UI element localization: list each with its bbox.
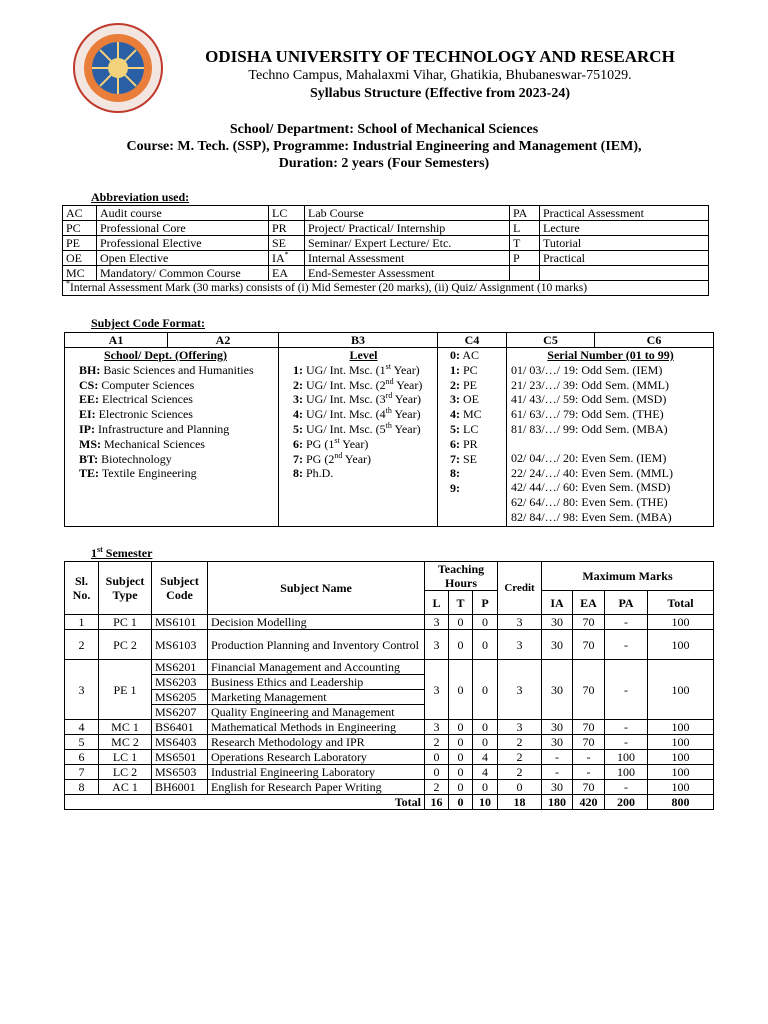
cell-ia: 30: [542, 780, 573, 795]
abbr-code: PR: [269, 221, 305, 236]
cell-ea: -: [573, 750, 605, 765]
subject-code-table: [64, 332, 714, 527]
cell-ia: 30: [542, 735, 573, 750]
col-total: Total: [648, 591, 714, 615]
level-code-item: 1: UG/ Int. Msc. (1st Year): [293, 361, 420, 377]
school-code-item: CS: Computer Sciences: [79, 377, 195, 392]
cell-t: 0: [449, 735, 473, 750]
cell-ea: -: [573, 765, 605, 780]
abbreviation-table: [62, 205, 709, 296]
abbr-code: PA: [510, 206, 540, 221]
cell-l: 3: [425, 720, 449, 735]
cell-p: 0: [473, 660, 498, 720]
level-code-item: 8: Ph.D.: [293, 466, 334, 481]
type-code-item: 4: MC: [450, 407, 482, 422]
cell-credit: 3: [498, 720, 542, 735]
serial-item: 81/ 83/…/ 99: Odd Sem. (MBA): [511, 421, 668, 436]
level-code-item: 6: PG (1st Year): [293, 435, 369, 451]
cell-type: PC 1: [99, 615, 152, 630]
type-cell: [438, 348, 507, 527]
abbr-code: LC: [269, 206, 305, 221]
cell-pa: 100: [605, 765, 648, 780]
table-row: [65, 735, 714, 750]
abbr-meaning: Seminar/ Expert Lecture/ Etc.: [305, 236, 510, 251]
serial-item: 42/ 44/…/ 60: Even Sem. (MSD): [511, 480, 671, 495]
cell-code: MS6403: [152, 735, 208, 750]
serial-header: Serial Number (01 to 99): [547, 348, 674, 362]
abbreviation-row: [63, 221, 709, 236]
cell-t: 0: [449, 630, 473, 660]
abbreviation-row: [63, 206, 709, 221]
type-code-item: 6: PR: [450, 436, 478, 451]
level-code-item: 2: UG/ Int. Msc. (2nd Year): [293, 376, 423, 392]
code-col-c5: C5: [507, 333, 595, 348]
school-cell: [65, 348, 279, 527]
cell-code: MS6501: [152, 750, 208, 765]
abbr-code: AC: [63, 206, 97, 221]
cell-type: PE 1: [99, 660, 152, 720]
cell-total: 100: [648, 765, 714, 780]
abbr-meaning: Open Elective: [97, 251, 269, 266]
total-p: 10: [473, 795, 498, 810]
cell-pa: -: [605, 735, 648, 750]
code-col-c4: C4: [438, 333, 507, 348]
abbreviation-row: [63, 266, 709, 281]
cell-code: BS6401: [152, 720, 208, 735]
col-ea: EA: [573, 591, 605, 615]
type-code-item: 7: SE: [450, 451, 478, 466]
type-code-item: 1: PC: [450, 362, 478, 377]
cell-p: 0: [473, 615, 498, 630]
abbr-code: L: [510, 221, 540, 236]
cell-name: Financial Management and Accounting: [208, 660, 425, 675]
cell-code: BH6001: [152, 780, 208, 795]
cell-type: AC 1: [99, 780, 152, 795]
abbr-meaning: [540, 266, 709, 281]
cell-ia: 30: [542, 615, 573, 630]
cell-ia: -: [542, 750, 573, 765]
cell-pa: -: [605, 780, 648, 795]
cell-name: Quality Engineering and Management: [208, 705, 425, 720]
cell-total: 100: [648, 615, 714, 630]
cell-sl: 1: [65, 615, 99, 630]
code-col-c6: C6: [595, 333, 714, 348]
table-row: [65, 750, 714, 765]
level-code-item: 3: UG/ Int. Msc. (3rd Year): [293, 391, 422, 407]
cell-p: 4: [473, 750, 498, 765]
table-row: [65, 630, 714, 660]
cell-sl: 8: [65, 780, 99, 795]
col-t: T: [449, 591, 473, 615]
total-ia: 180: [542, 795, 573, 810]
total-label: Total: [65, 795, 425, 810]
col-l: L: [425, 591, 449, 615]
cell-t: 0: [449, 750, 473, 765]
abbr-code: IA*: [269, 251, 305, 266]
abbr-meaning: Lecture: [540, 221, 709, 236]
cell-ea: 70: [573, 720, 605, 735]
level-code-item: 4: UG/ Int. Msc. (4th Year): [293, 406, 421, 422]
level-header: Level: [349, 348, 378, 362]
col-sl: Sl. No.: [65, 562, 99, 615]
cell-total: 100: [648, 780, 714, 795]
university-logo: [72, 22, 164, 114]
table-row: [65, 615, 714, 630]
table-row: [65, 765, 714, 780]
school-title: School/ Department: School of Mechanical Sciences: [229, 122, 539, 137]
abbr-meaning: End-Semester Assessment: [305, 266, 510, 281]
cell-code: MS6205: [152, 690, 208, 705]
semester-table: [64, 561, 714, 810]
cell-type: LC 2: [99, 765, 152, 780]
cell-l: 3: [425, 630, 449, 660]
cell-credit: 3: [498, 615, 542, 630]
cell-p: 4: [473, 765, 498, 780]
cell-l: 2: [425, 735, 449, 750]
abbr-code: EA: [269, 266, 305, 281]
table-row: [65, 780, 714, 795]
total-pa: 200: [605, 795, 648, 810]
cell-sl: 6: [65, 750, 99, 765]
serial-item: 41/ 43/…/ 59: Odd Sem. (MSD): [511, 392, 667, 407]
cell-l: 0: [425, 765, 449, 780]
cell-total: 100: [648, 720, 714, 735]
cell-pa: 100: [605, 750, 648, 765]
level-code-item: 5: UG/ Int. Msc. (5th Year): [293, 420, 421, 436]
type-code-item: 8:: [450, 466, 460, 481]
cell-sl: 7: [65, 765, 99, 780]
abbr-code: [510, 266, 540, 281]
cell-t: 0: [449, 765, 473, 780]
serial-item: 22/ 24/…/ 40: Even Sem. (MML): [511, 465, 673, 480]
cell-ia: -: [542, 765, 573, 780]
course-title: Course: M. Tech. (SSP), Programme: Industrial Engineering and Management (IEM),: [126, 139, 642, 154]
type-code-item: 9:: [450, 481, 460, 496]
subject-code-title: Subject Code Format:: [91, 316, 205, 330]
cell-name: Production Planning and Inventory Control: [208, 630, 425, 660]
syllabus-title: Syllabus Structure (Effective from 2023-24): [310, 86, 570, 101]
code-col-a2: A2: [168, 333, 279, 348]
abbr-meaning: Professional Elective: [97, 236, 269, 251]
abbr-meaning: Mandatory/ Common Course: [97, 266, 269, 281]
school-code-item: TE: Textile Engineering: [79, 466, 197, 481]
cell-p: 0: [473, 720, 498, 735]
type-code-item: 5: LC: [450, 421, 479, 436]
cell-sl: 3: [65, 660, 99, 720]
cell-credit: 3: [498, 660, 542, 720]
school-code-item: EI: Electronic Sciences: [79, 407, 193, 422]
abbr-code: PE: [63, 236, 97, 251]
cell-ia: 30: [542, 630, 573, 660]
col-pa: PA: [605, 591, 648, 615]
abbr-meaning: Tutorial: [540, 236, 709, 251]
university-name: ODISHA UNIVERSITY OF TECHNOLOGY AND RESEARCH: [205, 47, 675, 66]
serial-item: 62/ 64/…/ 80: Even Sem. (THE): [511, 495, 668, 510]
school-code-item: MS: Mechanical Sciences: [79, 436, 205, 451]
cell-ea: 70: [573, 660, 605, 720]
abbr-code: T: [510, 236, 540, 251]
total-l: 16: [425, 795, 449, 810]
cell-name: Research Methodology and IPR: [208, 735, 425, 750]
cell-sl: 5: [65, 735, 99, 750]
cell-p: 0: [473, 630, 498, 660]
school-code-item: BH: Basic Sciences and Humanities: [79, 362, 254, 377]
cell-ia: 30: [542, 660, 573, 720]
abbr-meaning: Project/ Practical/ Internship: [305, 221, 510, 236]
duration-title: Duration: 2 years (Four Semesters): [278, 156, 490, 171]
abbr-code: MC: [63, 266, 97, 281]
col-p: P: [473, 591, 498, 615]
cell-name: Industrial Engineering Laboratory: [208, 765, 425, 780]
cell-credit: 2: [498, 765, 542, 780]
cell-name: English for Research Paper Writing: [208, 780, 425, 795]
abbr-meaning: Audit course: [97, 206, 269, 221]
abbr-code: OE: [63, 251, 97, 266]
serial-item: 21/ 23/…/ 39: Odd Sem. (MML): [511, 377, 669, 392]
cell-ea: 70: [573, 780, 605, 795]
abbreviation-footnote: *Internal Assessment Mark (30 marks) consists of (i) Mid Semester (20 marks), (ii) Quiz/ Assignment (10 marks): [63, 281, 709, 296]
abbr-meaning: Professional Core: [97, 221, 269, 236]
cell-l: 0: [425, 750, 449, 765]
school-code-item: BT: Biotechnology: [79, 451, 172, 466]
cell-ia: 30: [542, 720, 573, 735]
cell-pa: -: [605, 720, 648, 735]
university-address: Techno Campus, Mahalaxmi Vihar, Ghatikia, Bhubaneswar-751029.: [248, 68, 632, 83]
serial-item: 61/ 63/…/ 79: Odd Sem. (THE): [511, 407, 664, 422]
cell-sl: 4: [65, 720, 99, 735]
col-max: Maximum Marks: [542, 562, 714, 591]
col-credit: Credit: [498, 562, 542, 615]
abbreviation-title: Abbreviation used:: [91, 190, 190, 204]
col-teaching: Teaching Hours: [425, 562, 498, 591]
abbreviation-row: [63, 236, 709, 251]
cell-total: 100: [648, 660, 714, 720]
col-ia: IA: [542, 591, 573, 615]
code-col-a1: A1: [65, 333, 168, 348]
cell-code: MS6101: [152, 615, 208, 630]
cell-type: PC 2: [99, 630, 152, 660]
total-total: 800: [648, 795, 714, 810]
cell-t: 0: [449, 615, 473, 630]
cell-total: 100: [648, 630, 714, 660]
col-code: Subject Code: [152, 562, 208, 615]
cell-p: 0: [473, 780, 498, 795]
cell-p: 0: [473, 735, 498, 750]
cell-total: 100: [648, 735, 714, 750]
level-code-item: 7: PG (2nd Year): [293, 450, 372, 466]
abbr-meaning: Practical: [540, 251, 709, 266]
table-row: [65, 660, 714, 675]
cell-type: MC 2: [99, 735, 152, 750]
cell-name: Mathematical Methods in Engineering: [208, 720, 425, 735]
abbr-code: PC: [63, 221, 97, 236]
total-t: 0: [449, 795, 473, 810]
abbr-code: SE: [269, 236, 305, 251]
serial-item: 82/ 84/…/ 98: Even Sem. (MBA): [511, 509, 672, 524]
level-cell: [279, 348, 438, 527]
abbr-meaning: Lab Course: [305, 206, 510, 221]
table-row: [65, 720, 714, 735]
cell-code: MS6207: [152, 705, 208, 720]
cell-pa: -: [605, 630, 648, 660]
cell-name: Business Ethics and Leadership: [208, 675, 425, 690]
cell-total: 100: [648, 750, 714, 765]
type-code-item: 0: AC: [450, 348, 480, 362]
cell-l: 2: [425, 780, 449, 795]
cell-name: Marketing Management: [208, 690, 425, 705]
abbr-meaning: Practical Assessment: [540, 206, 709, 221]
cell-credit: 2: [498, 735, 542, 750]
cell-code: MS6103: [152, 630, 208, 660]
cell-sl: 2: [65, 630, 99, 660]
serial-item: 01/ 03/…/ 19: Odd Sem. (IEM): [511, 362, 663, 377]
total-row: [65, 795, 714, 810]
col-type: Subject Type: [99, 562, 152, 615]
type-code-item: 3: OE: [450, 392, 479, 407]
cell-t: 0: [449, 660, 473, 720]
cell-pa: -: [605, 615, 648, 630]
cell-t: 0: [449, 720, 473, 735]
serial-cell: [507, 348, 714, 527]
school-code-item: EE: Electrical Sciences: [79, 392, 193, 407]
cell-type: MC 1: [99, 720, 152, 735]
cell-ea: 70: [573, 630, 605, 660]
cell-l: 3: [425, 660, 449, 720]
cell-credit: 3: [498, 630, 542, 660]
abbr-meaning: Internal Assessment: [305, 251, 510, 266]
abbr-code: P: [510, 251, 540, 266]
cell-t: 0: [449, 780, 473, 795]
semester-title: 1st Semester: [91, 545, 153, 560]
school-code-item: IP: Infrastructure and Planning: [79, 421, 230, 436]
abbreviation-row: [63, 251, 709, 266]
total-ea: 420: [573, 795, 605, 810]
total-credit: 18: [498, 795, 542, 810]
school-header: School/ Dept. (Offering): [104, 348, 227, 362]
cell-code: MS6203: [152, 675, 208, 690]
cell-type: LC 1: [99, 750, 152, 765]
col-name: Subject Name: [208, 562, 425, 615]
cell-ea: 70: [573, 735, 605, 750]
serial-item: 02/ 04/…/ 20: Even Sem. (IEM): [511, 450, 667, 465]
cell-credit: 0: [498, 780, 542, 795]
cell-pa: -: [605, 660, 648, 720]
cell-code: MS6201: [152, 660, 208, 675]
cell-l: 3: [425, 615, 449, 630]
type-code-item: 2: PE: [450, 377, 478, 392]
cell-credit: 2: [498, 750, 542, 765]
code-col-b3: B3: [279, 333, 438, 348]
cell-code: MS6503: [152, 765, 208, 780]
cell-name: Decision Modelling: [208, 615, 425, 630]
cell-name: Operations Research Laboratory: [208, 750, 425, 765]
cell-ea: 70: [573, 615, 605, 630]
